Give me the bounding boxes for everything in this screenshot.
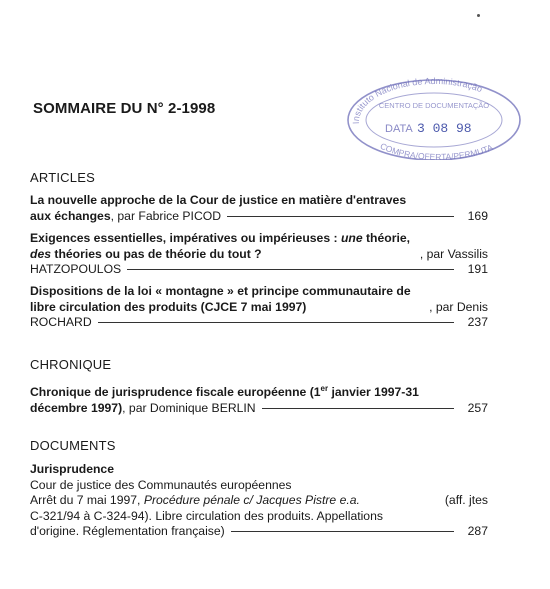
- entry-last-line: [30, 524, 488, 540]
- page-number: 257: [467, 400, 488, 415]
- dot-leader: [98, 322, 454, 323]
- dot-leader: [262, 408, 454, 409]
- dust-speck: [477, 14, 480, 17]
- toc-entry[interactable]: [30, 231, 488, 278]
- entry-title-part: libre circulation des produits (CJCE 7 mai 1997): [30, 299, 307, 314]
- dot-leader: [127, 269, 454, 270]
- stamp-date-value: 3 08 98: [417, 121, 472, 136]
- stamp-line1: CENTRO DE DOCUMENTAÇÃO: [378, 101, 490, 110]
- page-number: 169: [467, 208, 488, 223]
- entry-line: Cour de justice des Communautés européennes: [30, 477, 292, 492]
- entry-line: [30, 231, 488, 247]
- toc-entry[interactable]: [30, 193, 488, 224]
- entry-author: HATZOPOULOS: [30, 262, 122, 276]
- toc-entry[interactable]: [30, 284, 488, 331]
- entry-author: , par Dominique BERLIN: [122, 400, 256, 415]
- page-title: SOMMAIRE DU N° 2-1998: [33, 100, 216, 117]
- entry-last-line: [30, 262, 488, 278]
- svg-text:COMPRA/OFERTA/PERMUTA: [379, 141, 495, 160]
- stamp-date-label: DATA: [385, 123, 413, 135]
- stamp-arc-top: Instituto Nacional de Administração: [350, 75, 484, 125]
- section-heading-documents: DOCUMENTS: [30, 438, 116, 453]
- library-stamp: [345, 74, 523, 160]
- entry-author: , par Fabrice PICOD: [110, 208, 222, 223]
- entry-line: C-321/94 à C-324-94). Libre circulation des produits. Appellations: [30, 508, 383, 523]
- entry-title-sup: er: [320, 384, 329, 393]
- entry-title-part: théorie,: [362, 231, 411, 245]
- entry-author: ROCHARD: [30, 315, 92, 329]
- entry-text: d'origine. Réglementation française): [30, 524, 225, 538]
- stamp-arc-bottom: COMPRA/OFERTA/PERMUTA: [378, 140, 495, 160]
- entry-line: La nouvelle approche de la Cour de justice en matière d'entraves: [30, 193, 407, 207]
- entry-text: Arrêt du 7 mai 1997,: [30, 493, 144, 507]
- page-number: 287: [467, 524, 488, 538]
- entry-author: , par Denis: [429, 299, 488, 314]
- entry-title-part: Chronique de jurisprudence fiscale européenne (1: [30, 385, 321, 400]
- entry-subheading: Jurisprudence: [30, 462, 114, 476]
- entry-italic: Procédure pénale c/ Jacques Pistre e.a.: [143, 493, 360, 507]
- page-number: 191: [467, 262, 488, 276]
- entry-title-italic: des: [30, 246, 52, 261]
- entry-last-line: [30, 401, 488, 417]
- toc-entry[interactable]: [30, 381, 488, 416]
- entry-title-part: Exigences essentielles, impératives ou impérieuses :: [30, 231, 341, 245]
- entry-line: [30, 300, 488, 316]
- entry-line: [30, 381, 488, 401]
- entry-text: (aff. jtes: [444, 493, 488, 507]
- page-number: 237: [467, 315, 488, 329]
- entry-line: [30, 493, 488, 509]
- entry-line: Dispositions de la loi « montagne » et principe communautaire de: [30, 284, 411, 298]
- entry-author: , par Vassilis: [419, 246, 488, 261]
- entry-title-end: aux échanges: [30, 208, 111, 223]
- dot-leader: [231, 531, 454, 532]
- entry-last-line: [30, 315, 488, 331]
- entry-last-line: [30, 209, 488, 225]
- section-heading-chronique: CHRONIQUE: [30, 357, 112, 372]
- entry-title-part: théories ou pas de théorie du tout ?: [51, 246, 262, 261]
- entry-line: [30, 247, 488, 263]
- entry-title-part: janvier 1997-31: [328, 385, 419, 400]
- entry-title-italic: une: [340, 231, 363, 245]
- section-heading-articles: ARTICLES: [30, 170, 95, 185]
- toc-entry[interactable]: [30, 462, 488, 540]
- entry-title-end: décembre 1997): [30, 400, 123, 415]
- dot-leader: [227, 216, 454, 217]
